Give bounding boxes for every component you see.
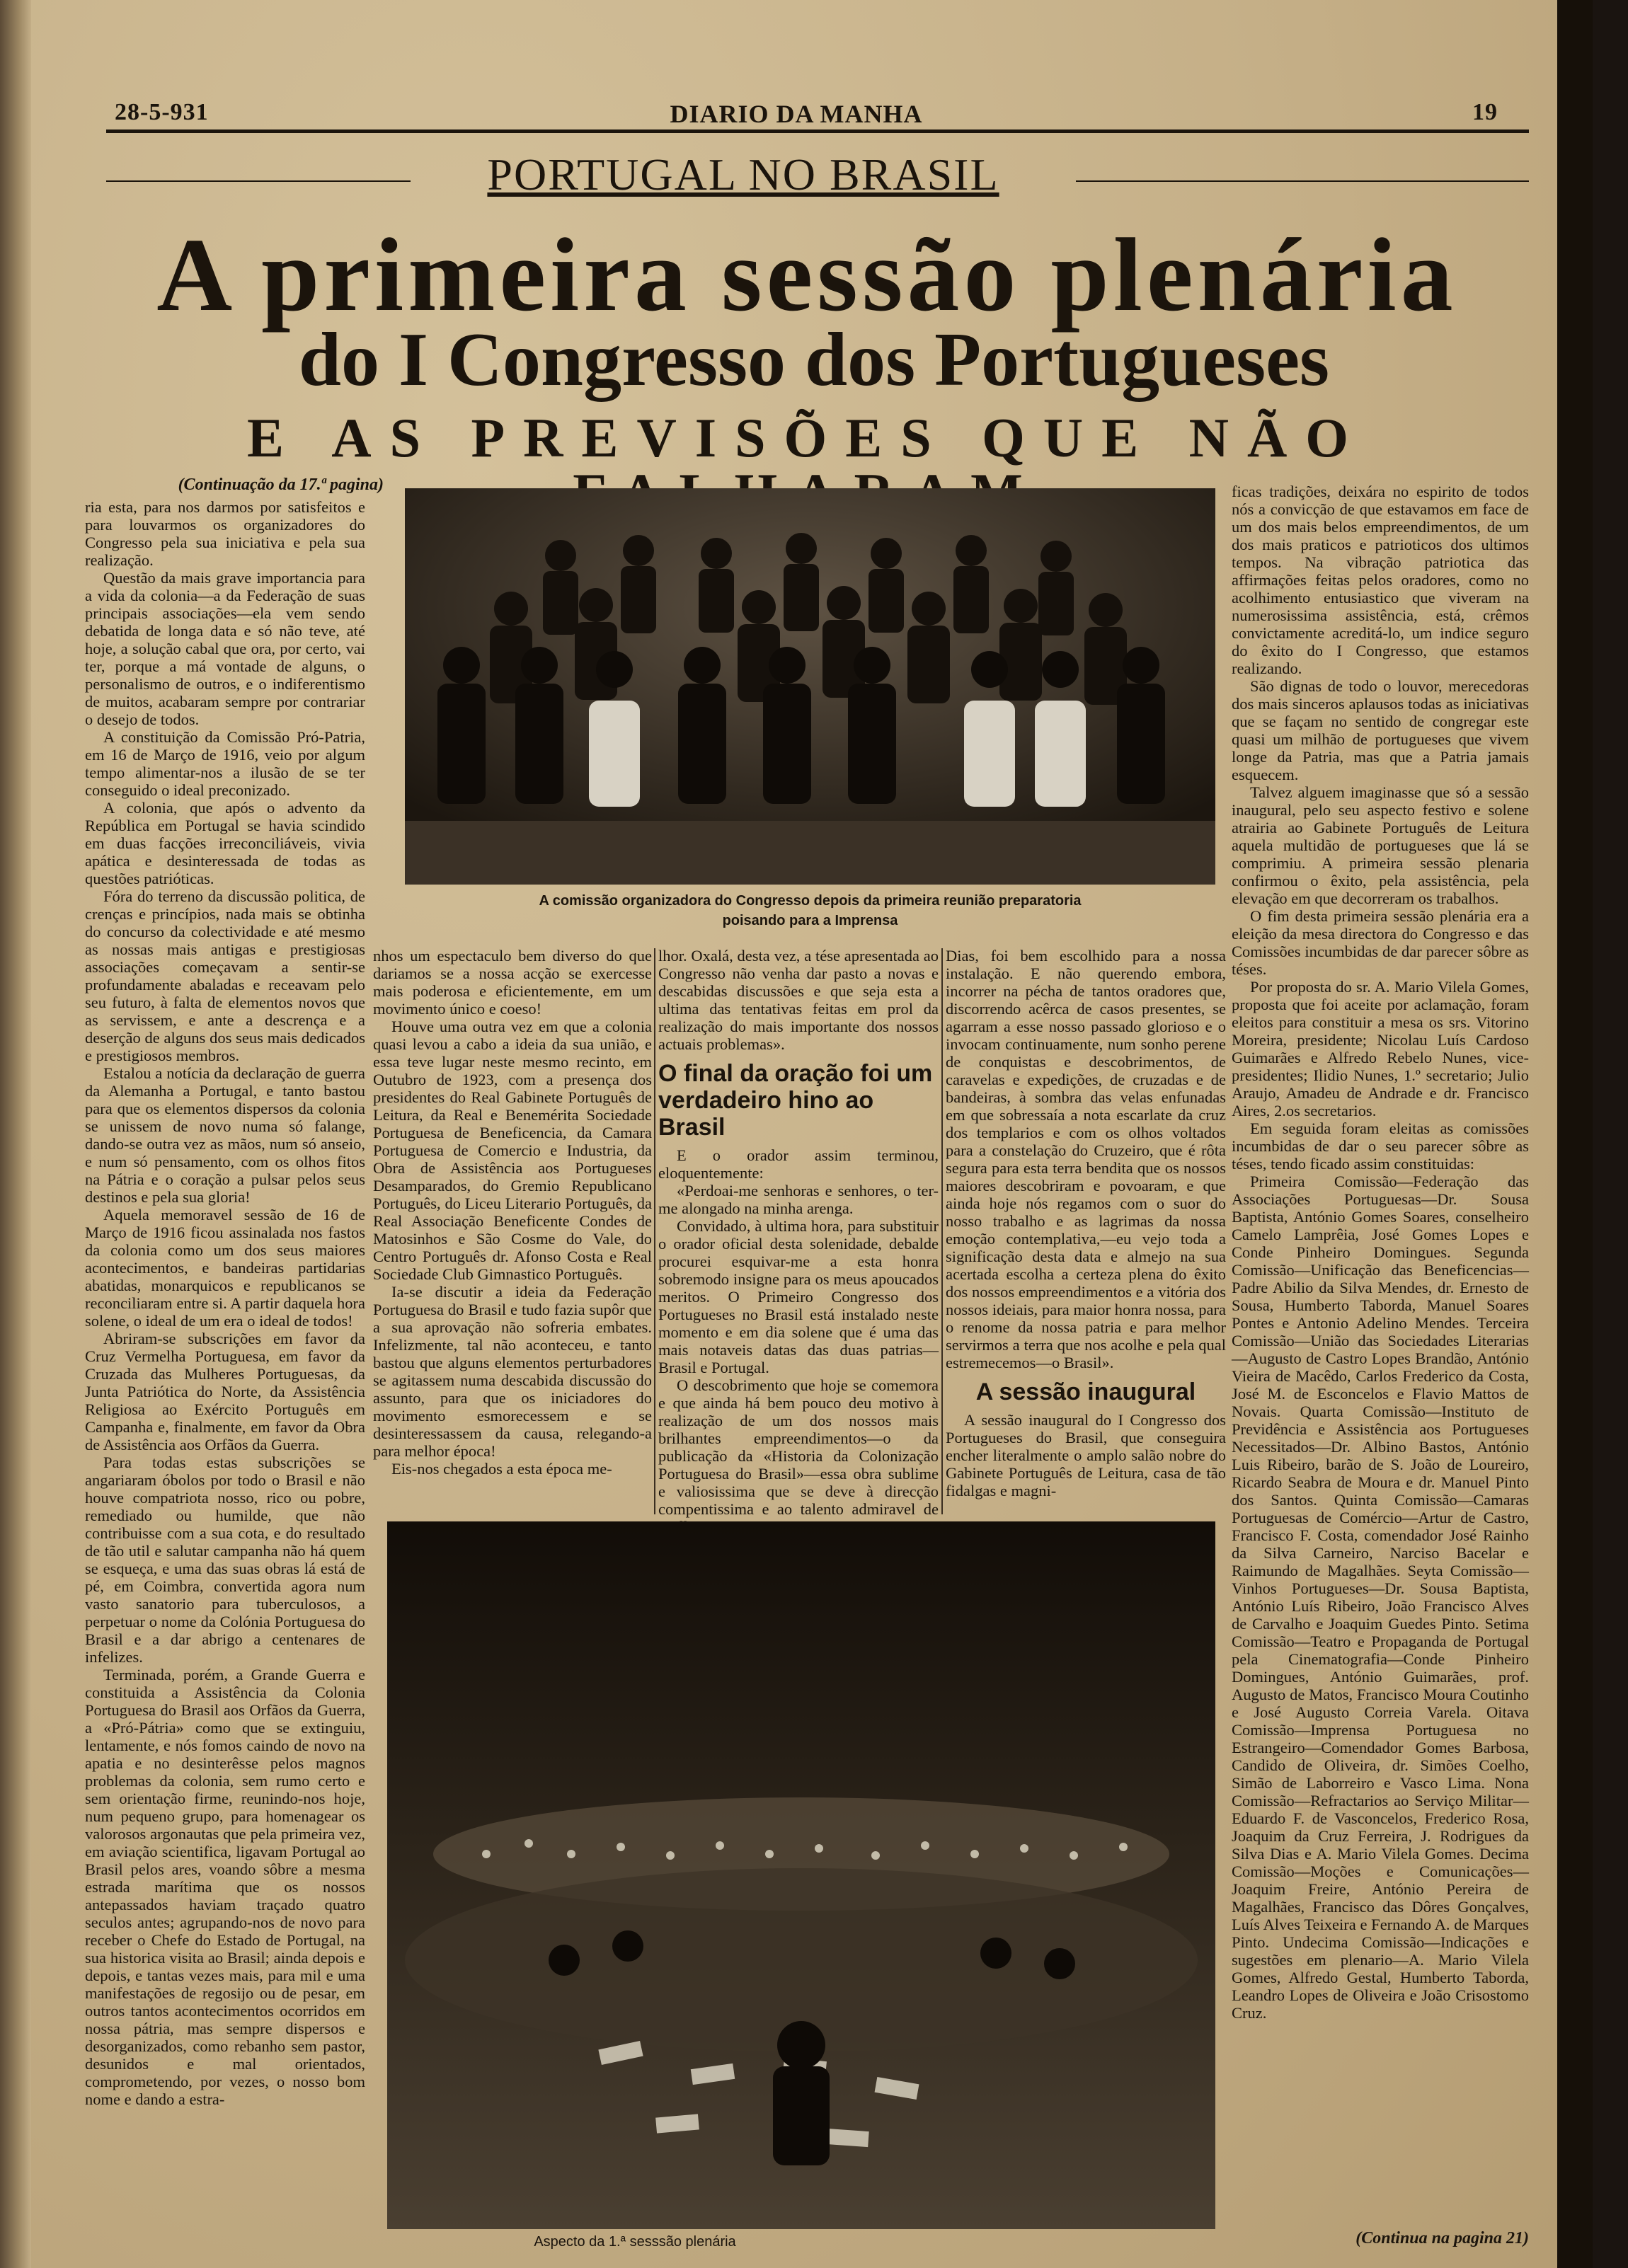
section-rule-right bbox=[1076, 180, 1529, 182]
headline-third: E AS PREVISÕES QUE NÃO bbox=[247, 407, 1367, 468]
newspaper-name: DIARIO DA MANHA bbox=[670, 100, 923, 128]
header-rule bbox=[106, 129, 1529, 133]
column-divider bbox=[941, 948, 943, 1514]
issue-date: 28-5-931 bbox=[115, 99, 209, 125]
column-divider bbox=[654, 948, 655, 1514]
paragraph: ria esta, para nos darmos por satisfeitos e para louvarmos os organizadores do Congresso pela sua iniciativa e pela sua realização. bbox=[85, 498, 365, 569]
photo-plenary-session bbox=[387, 1521, 1215, 2229]
column-2 bbox=[373, 947, 652, 1520]
paragraph: Ia-se discutir a ideia da Federação Portuguesa do Brasil e tudo fazia supôr que a sua aprovação não sofreria embates. Infelizmente, tal não aconteceu, e tanto bastou que alguns elementos perturbadores se agitassem numa descabida discussão do assunto, para que os iniciadores do movimento esmorecessem e se desinteressassem da causa, relegando-a para melhor época! bbox=[373, 1283, 652, 1460]
paragraph: E o orador assim terminou, eloquentemente: bbox=[658, 1146, 939, 1182]
paragraph: O fim desta primeira sessão plenária era a eleição da mesa directora do Congresso e das Comissões incumbidas de dar parecer sôbre as téses. bbox=[1232, 907, 1529, 978]
page-edge-shadow bbox=[1557, 0, 1593, 2268]
paragraph: nhos um espectaculo bem diverso do que dariamos se a nossa acção se exercesse mais poderosa e eficientemente, em um movimento único e coeso! bbox=[373, 947, 652, 1018]
paragraph: Questão da mais grave importancia para a vida da colonia—a da Federação de suas principais associações—ela vem sendo debatida de longa data e só não teve, até hoje, a solução cabal que ora, por certo, vai ter, porque a má vontade de alguns, o personalismo de outros, e o indiferentismo de muitos, acabaram sempre por contrariar o desejo de todos. bbox=[85, 569, 365, 728]
paragraph: Estalou a notícia da declaração de guerra da Alemanha a Portugal, e tanto bastou para que os elementos dispersos da colonia se unissem de novo numa só falange, dando-se outra vez as mãos, num só anseio, e num só pensamento, com os olhos fitos na Pátria e o coração a pulsar pelos seus destinos e pela sua gloria! bbox=[85, 1064, 365, 1206]
photo-committee-caption-line1: A comissão organizadora do Congresso depois da primeira reunião preparatoria bbox=[539, 893, 1082, 909]
plenary-photo-illustration bbox=[387, 1521, 1215, 2229]
subheading-final-speech: O final da oração foi um verdadeiro hino ao Brasil bbox=[658, 1060, 933, 1141]
paragraph: Primeira Comissão—Federação das Associações Portuguesas—Dr. Sousa Baptista, António Gomes Soares, conselheiro Camelo Lamprêia, José Gomes Lopes e Conde Pinheiro Domingues. Segunda Comissão—Unificação das Beneficencias—Padre Abilio da Silva Mendes, dr. Ernesto de Sousa, Humberto Taborda, Manuel Soares Pontes e Antonio Adelino Mendes. Terceira Comissão—União das Sociedades Literarias—Augusto de Castro Lopes Brandão, António Vieira de Macêdo, Carlos Frederico da Costa, José M. de Esconcelos e Flavio Mattos de Novais. Quarta Comissão—Instituto de Previdência e Assistência aos Portugueses Necessitados—Dr. Albino Bastos, António Luis Ribeiro, barão de S. João de Loureiro, Ricardo Seabra de Moura e dr. Manuel Pinto dos Santos. Quinta Comissão—Camaras Portuguesas de Comércio—Artur de Castro, Francisco F. Costa, comendador José Rainho da Silva Carneiro, Narciso Bacelar e Raimundo de Magalhães. Seyta Comissão—Vinhos Portugueses—Dr. Sousa Baptista, António Luís Ribeiro, João Francisco Alves de Carvalho e Joaquim Guedes Pinto. Setima Comissão—Teatro e Propaganda de Portugal pela Cinematografia—Conde Pinheiro Domingues, António Guimarães, prof. Augusto de Matos, Francisco Moura Coutinho e José Augusto Correia Varela. Oitava Comissão—Imprensa Portuguesa no Estrangeiro—Comendador Gomes Barbosa, Candido de Oliveira, dr. Simões Coelho, Simão de Laborreiro e Vasco Lima. Nona Comissão—Refractarios ao Serviço Militar—Eduardo F. de Vasconcelos, Frederico Rosa, Joaquim da Cruz Ferreira, J. Rodrigues da Silva Dias e A. Mario Vilela Gomes. Decima Comissão—Moções e Comunicações—Joaquim Freire, António Pereira de Magalhães, Francisco das Dôres Gonçalves, Luís Alves Teixeira e Fernando A. de Marques Pinto. Undecima Comissão—Indicações e sugestões em plenario—A. Mario Vilela Gomes, Alfredo Gestal, Humberto Taborda, Leandro Lopes de Oliveira e João Crisostomo Cruz. bbox=[1232, 1173, 1529, 2022]
headline-main: A primeira sessão plenária bbox=[156, 217, 1457, 333]
photo-committee-caption-line2: poisando para a Imprensa bbox=[722, 913, 898, 928]
paragraph: Eis-nos chegados a esta época me- bbox=[391, 1460, 612, 1478]
paragraph: Em seguida foram eleitas as comissões incumbidas de dar o seu parecer sôbre as téses, tendo ficado assim constituidas: bbox=[1232, 1119, 1529, 1173]
paragraph: Fóra do terreno da discussão politica, de crenças e princípios, nada mais se obtinha do concurso da colectividade e até mesmo as nossas mais antigas e prestigiosas associações começavam a sentir-se profundamente abaladas e receavam pelo seu futuro, à falta de elementos novos que as servissem, e ante a descrença e a deserção de alguns dos seus mais dedicados e prestigiosos membros. bbox=[85, 887, 365, 1064]
section-rule-left bbox=[106, 180, 411, 182]
paragraph: A constituição da Comissão Pró-Patria, em 16 de Março de 1916, veio por algum tempo alimentar-nos a ilusão de se ter conseguido o ideal preconizado. bbox=[85, 728, 365, 799]
section-title: PORTUGAL NO BRASIL bbox=[487, 149, 999, 200]
paragraph: Abriram-se subscrições em favor da Cruz Vermelha Portuguesa, em favor da Cruzada das Mulheres Portuguesas, da Junta Patriótica do Norte, da Assistência Religiosa ao Exército Português em Campanha e, finalmente, em favor da Obra de Assistência aos Orfãos da Guerra. bbox=[85, 1330, 365, 1454]
headline-second: do I Congresso dos Portugueses bbox=[298, 318, 1330, 402]
committee-photo-illustration bbox=[405, 488, 1215, 885]
paragraph: Dias, foi bem escolhido para a nossa instalação. E não querendo embora, incorrer na pécha de tantos oradores que, discorrendo acêrca de casos presentes, se agarram a esse nosso passado glorioso e o invocam continuamente, num sonho perene de conquistas e descobrimentos, de caravelas e expedições, de cruzadas e de bandeiras, à sombra das velas enfunadas em que sobressaía a nota escarlate da cruz dos templarios e com os olhos voltados para a constelação do Cruzeiro, que é rôta segura para esta terra bendita que os nossos maiores descobriram e povoaram, e que ainda hoje nós regamos com o suor do nosso trabalho e as lagrimas da nossa emoção contemplativa,—eu vejo toda a significação desta data e almejo na sua acertada escolha a certeza plena do êxito dos nossos empreendimentos e a vitória dos nossos ideiais, para maior honra nossa, para o renome da nossa patria e para melhor servirmos a terra que nos acolhe e pela qual estremecemos—o Brasil». bbox=[946, 947, 1226, 1371]
paragraph: Para todas estas subscrições se angariaram óbolos por todo o Brasil e não houve compatriota nosso, rico ou pobre, remediado ou humilde, que não contribuisse com a sua cota, e do resultado de tão util e salutar campanha não há quem se esqueça, e uma das suas obras lá está de pé, em Coimbra, convertida agora num vasto sanatorio para tuberculosos, a perpetuar o nome da Colónia Portuguesa do Brasil e a dar abrigo a centenares de infelizes. bbox=[85, 1454, 365, 1666]
paragraph: Talvez alguem imaginasse que só a sessão inaugural, pelo seu aspecto festivo e solene atrairia ao Gabinete Português de Leitura aquela multidão de portugueses que lá se comprimiu. A primeira sessão plenaria confirmou o êxito, pela assistência, pela elevação em que decorreram os trabalhos. bbox=[1232, 783, 1529, 907]
paragraph: São dignas de todo o louvor, merecedoras dos mais sinceros aplausos todas as iniciativas que se façam no sentido de congregar este quasi um milhão de portugueses que vivem longe da Patria, mas que a Patria jamais esquecem. bbox=[1232, 677, 1529, 783]
paragraph: lhor. Oxalá, desta vez, a tése apresentada ao Congresso não venha dar pasto a novas e descabidas discussões e que seja esta a ultima das tentativas feitas em prol da realização do mais importante dos nossos actuais problemas». bbox=[658, 947, 939, 1053]
photo-committee bbox=[405, 488, 1215, 885]
column-1 bbox=[85, 498, 365, 2218]
paragraph: Convidado, à ultima hora, para substituir o orador oficial desta solenidade, debalde procurei esquivar-me a esta honra sobremodo insigne para os meus apoucados meritos. O Primeiro Congresso dos Portugueses no Brasil está instalado neste momento e em dia solene que é uma das mais notaveis datas das duas patrias—Brasil e Portugal. bbox=[658, 1217, 939, 1376]
paragraph: A colonia, que após o advento da República em Portugal se havia scindido em duas facções irreconciliáveis, vivia apática e desinteressada de todas as questões patrióticas. bbox=[85, 799, 365, 887]
subheading-inaugural-session: A sessão inaugural bbox=[975, 1378, 1196, 1405]
paragraph: Aquela memoravel sessão de 16 de Março de 1916 ficou assinalada nos fastos da colonia como um dos seus maiores acontecimentos, e bandeiras partidarias abatidas, monarquicos e republicanos se reconciliaram entre si. A partir daquela hora solene, o ideal de um era o ideal de todos! bbox=[85, 1206, 365, 1330]
page-number: 19 bbox=[1472, 99, 1498, 125]
page-binding-shadow bbox=[0, 0, 31, 2268]
column-5 bbox=[1232, 483, 1529, 2216]
paragraph: Por proposta do sr. A. Mario Vilela Gomes, proposta que foi aceite por aclamação, foram eleitos para constituir a mesa os srs. Vitorino Moreira, presidente; Nicolau Luís Cardoso Guimarães e Alfredo Rebelo Nunes, vice-presidentes; Ilidio Nunes, 1.º secretario; Julio Araujo, Amadeu de Andrade e dr. Francisco Aires, 2.os secretarios. bbox=[1232, 978, 1529, 1119]
paragraph: O descobrimento que hoje se comemora e que ainda há bem pouco deu motivo à realização de um dos nossos mais brilhantes empreendimentos—o da publicação da «Historia da Colonização Portuguesa do Brasil»—essa obra sublime e valiosissima que se deve à direcção compentissima e ao talento admiravel de bbox=[658, 1376, 939, 1518]
continuation-note: (Continuação da 17.ª pagina) bbox=[178, 476, 384, 494]
paragraph: «Perdoai-me senhoras e senhores, o ter-me alongado na minha arenga. bbox=[658, 1182, 939, 1217]
photo-plenary-caption: Aspecto da 1.ª sesssão plenária bbox=[534, 2234, 736, 2250]
paragraph: Houve uma outra vez em que a colonia quasi levou a cabo a ideia da sua união, e essa teve lugar neste mesmo recinto, em Outubro de 1923, com a presença dos presidentes do Real Gabinete Português de Leitura, da Real e Benemérita Sociedade Portuguesa de Beneficencia, da Camara Portuguesa de Comercio e Industria, da Obra de Assistência aos Portugueses Desamparados, do Gremio Republicano Português, do Liceu Literario Português, da Real Associação Beneficente Condes de Matosinhos e São Cosme do Vale, do Centro Português dr. Afonso Costa e Real Sociedade Club Gimnastico Português. bbox=[373, 1018, 652, 1283]
continuation-note-end: (Continua na pagina 21) bbox=[1355, 2229, 1529, 2247]
paragraph: Terminada, porém, a Grande Guerra e constituida a Assistência da Colonia Portuguesa do Brasil aos Orfãos da Guerra, a «Pró-Pátria» como que se extinguiu, lentamente, e nós fomos caindo de novo na apatia e no desinterêsse pelos magnos problemas da colonia, sem rumo certo e sem orientação firme, reunindo-nos hoje, num pequeno grupo, para homenagear os valorosos argonautas que pela primeira vez, em aviação scientifica, ligavam Portugal ao Brasil pelos ares, voando sôbre a mesma estrada marítima que os nossos antepassados haviam traçado quatro seculos antes; agrupando-nos de novo para receber o Chefe do Estado de Portugal, na sua historica visita ao Brasil; ainda depois e depois, e tantas vezes mais, para mil e uma manifestações de regosijo ou de pesar, em outros tantos acontecimentos ocorridos em nossa pátria, mas sempre dispersos e desorganizados, como rebanho sem pastor, desunidos e mal orientados, comprometendo, por vezes, o nosso bom nome e dando a estra- bbox=[85, 1666, 365, 2108]
column-4 bbox=[946, 947, 1226, 1520]
column-3 bbox=[658, 947, 939, 1520]
paragraph: A sessão inaugural do I Congresso dos Portugueses do Brasil, que conseguira encher literalmente o amplo salão nobre do Gabinete Português de Leitura, casa de tão fidalgas e magni- bbox=[946, 1411, 1226, 1499]
paragraph: ficas tradições, deixára no espirito de todos nós a convicção de que estavamos em face de um dos mais belos empreendimentos, de um dos mais praticos e patrioticos dos ultimos tempos. Na vibração patriotica das affirmações feitas pelos oradores, como no acolhimento entusiastico que viveram na numerosissima assistência, está, crêmos convictamente acreditá-lo, um indice seguro do êxito do I Congresso, que estamos realizando. bbox=[1232, 483, 1529, 677]
